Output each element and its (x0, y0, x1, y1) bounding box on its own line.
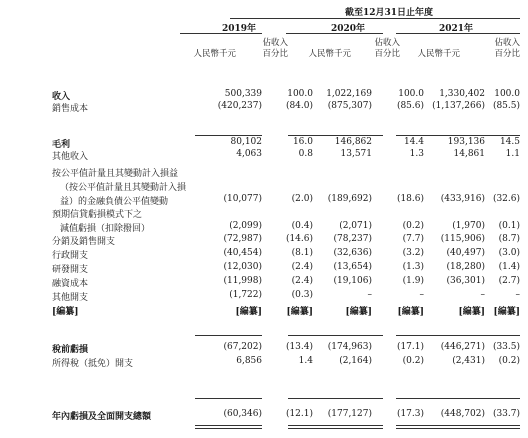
row-value: (1.4) (498, 262, 520, 272)
row-value: (32.6) (492, 194, 520, 204)
row-value: [編纂] (397, 307, 424, 317)
row-label: 稅前虧損 (52, 345, 89, 355)
row-value: (19,106) (333, 276, 372, 286)
row-value: (85.5) (492, 101, 520, 111)
row-value: 14.4 (403, 137, 424, 147)
row-value: (0.2) (402, 356, 424, 366)
rule-total-bot1-2021 (396, 425, 520, 426)
rule-total-bot1-2019 (195, 425, 262, 426)
rule-total-bot2-2020 (288, 428, 383, 429)
row-value: [編纂] (235, 307, 262, 317)
row-value: (1,137,266) (432, 101, 485, 111)
period-rule (230, 18, 520, 19)
rule-cost-2021 (396, 135, 520, 136)
row-value: (40,454) (223, 248, 262, 258)
row-label: 預期信貸虧損模式下之 (52, 210, 143, 220)
row-value: (13.4) (285, 342, 313, 352)
row-label: 收入 (52, 92, 71, 102)
row-label: 其他開支 (52, 293, 89, 303)
unit-amount-2021: 人民幣千元 (417, 49, 460, 59)
row-value: (12,030) (223, 262, 262, 272)
row-value: (36,301) (446, 276, 485, 286)
unit-pct1-2021: 佔收入 (494, 38, 520, 48)
row-value: (1,722) (229, 290, 262, 300)
row-value: 6,856 (236, 356, 262, 366)
rule-total-top-2020 (288, 398, 383, 399)
row-label: 行政開支 (52, 251, 89, 261)
row-value: 13,571 (340, 149, 372, 159)
row-value: (446,271) (440, 342, 485, 352)
row-value: (12.1) (285, 409, 313, 419)
rule-pre-tax-2020 (288, 335, 383, 336)
row-label: 毛利 (52, 140, 71, 150)
row-value: – (515, 290, 520, 300)
row-value: (189,692) (327, 194, 372, 204)
row-value: (2,099) (229, 221, 262, 231)
unit-amount-2019: 人民幣千元 (193, 49, 236, 59)
row-value: (33.7) (492, 409, 520, 419)
row-value: 146,862 (334, 137, 372, 147)
row-value: (1.9) (402, 276, 424, 286)
unit-pct2-2019: 百分比 (262, 49, 288, 59)
row-value: (18,280) (446, 262, 485, 272)
row-value: 500,339 (224, 89, 262, 99)
row-value: [編纂] (493, 307, 520, 317)
row-value: 1,022,169 (326, 89, 372, 99)
row-value: 16.0 (292, 137, 313, 147)
row-label: 融資成本 (52, 279, 89, 289)
row-value: (174,963) (327, 342, 372, 352)
year-rule-2020 (286, 33, 383, 34)
rule-a (195, 135, 262, 136)
row-value: (11,998) (223, 276, 262, 286)
row-value: (7.7) (402, 234, 424, 244)
row-value: 100.0 (398, 89, 424, 99)
row-value: (115,906) (440, 234, 485, 244)
row-value: (2,071) (339, 221, 372, 231)
period-header: 截至12月31日止年度 (345, 8, 434, 18)
row-value: (13,654) (333, 262, 372, 272)
year-2019: 2019年 (222, 24, 257, 34)
row-value: (60,346) (223, 409, 262, 419)
row-value: 1,330,402 (439, 89, 485, 99)
row-value: (18.6) (396, 194, 424, 204)
row-value: 0.8 (298, 149, 313, 159)
year-rule-2021 (396, 33, 520, 34)
row-value: 14.5 (499, 137, 520, 147)
rule-pre-tax-2021 (396, 335, 520, 336)
row-value: 80,102 (230, 137, 262, 147)
row-label: （按公平值計量且其變動計入損 (60, 183, 187, 193)
unit-pct1-2019: 佔收入 (262, 38, 288, 48)
rule-total-bot1-2020 (288, 425, 383, 426)
row-value: – (480, 290, 485, 300)
row-value: (2.4) (291, 276, 313, 286)
row-value: (3.2) (402, 248, 424, 258)
rule-total-bot2-2019 (195, 428, 262, 429)
unit-amount-2020: 人民幣千元 (308, 49, 351, 59)
row-value: (85.6) (396, 101, 424, 111)
row-value: (0.4) (291, 221, 313, 231)
row-value: (67,202) (223, 342, 262, 352)
row-value: (875,307) (327, 101, 372, 111)
row-value: 1.1 (505, 149, 520, 159)
row-value: 1.3 (409, 149, 424, 159)
row-label: [編纂] (52, 307, 79, 317)
row-value: (78,237) (333, 234, 372, 244)
row-label: 研發開支 (52, 265, 89, 275)
row-value: (448,702) (440, 409, 485, 419)
row-value: (17.1) (396, 342, 424, 352)
rule-total-top-2021 (396, 398, 520, 399)
row-value: (0.3) (291, 290, 313, 300)
row-value: (14.6) (285, 234, 313, 244)
row-value: (177,127) (327, 409, 372, 419)
row-label: 減值虧損（扣除撥回） (60, 224, 151, 234)
row-value: (0.2) (498, 356, 520, 366)
row-value: (1.3) (402, 262, 424, 272)
row-label: 所得稅（抵免）開支 (52, 359, 134, 369)
row-value: 4,063 (236, 149, 262, 159)
row-value: (33.5) (492, 342, 520, 352)
row-value: (84.0) (285, 101, 313, 111)
unit-pct1-2020: 佔收入 (374, 38, 400, 48)
row-label: 按公平值計量且其變動計入損益 (52, 169, 179, 179)
row-value: (2,431) (452, 356, 485, 366)
row-value: 193,136 (447, 137, 485, 147)
row-value: (1,970) (452, 221, 485, 231)
row-value: 1.4 (298, 356, 313, 366)
row-value: 100.0 (494, 89, 520, 99)
rule-total-bot2-2021 (396, 428, 520, 429)
year-2021: 2021年 (439, 24, 474, 34)
year-2020: 2020年 (331, 24, 366, 34)
row-value: (0.1) (498, 221, 520, 231)
rule-total-top-2019 (195, 398, 262, 399)
unit-pct2-2021: 百分比 (494, 49, 520, 59)
row-value: (17.3) (396, 409, 424, 419)
row-label: 益）的金融負債公平值變動 (60, 197, 169, 207)
row-value: (8.1) (291, 248, 313, 258)
row-value: (10,077) (223, 194, 262, 204)
row-value: [編纂] (286, 307, 313, 317)
row-value: (2.4) (291, 262, 313, 272)
row-value: (433,916) (440, 194, 485, 204)
row-value: – (419, 290, 424, 300)
rule-cost-2020 (288, 135, 383, 136)
row-value: (40,497) (446, 248, 485, 258)
row-value: (72,987) (223, 234, 262, 244)
row-value: (8.7) (498, 234, 520, 244)
row-value: (32,636) (333, 248, 372, 258)
row-value: (420,237) (217, 101, 262, 111)
row-value: (3.0) (498, 248, 520, 258)
row-label: 年內虧損及全面開支總額 (52, 412, 152, 422)
row-value: 100.0 (287, 89, 313, 99)
row-value: [編纂] (345, 307, 372, 317)
row-value: – (367, 290, 372, 300)
row-value: (2.7) (498, 276, 520, 286)
row-value: (2.0) (291, 194, 313, 204)
row-value: (0.2) (402, 221, 424, 231)
row-label: 其他收入 (52, 152, 89, 162)
unit-pct2-2020: 百分比 (374, 49, 400, 59)
year-rule-2019 (180, 33, 262, 34)
row-value: [編纂] (458, 307, 485, 317)
row-value: 14,861 (453, 149, 485, 159)
rule-pre-tax-2019 (195, 335, 262, 336)
row-label: 銷售成本 (52, 104, 89, 114)
row-label: 分銷及銷售開支 (52, 237, 116, 247)
row-value: (2,164) (339, 356, 372, 366)
